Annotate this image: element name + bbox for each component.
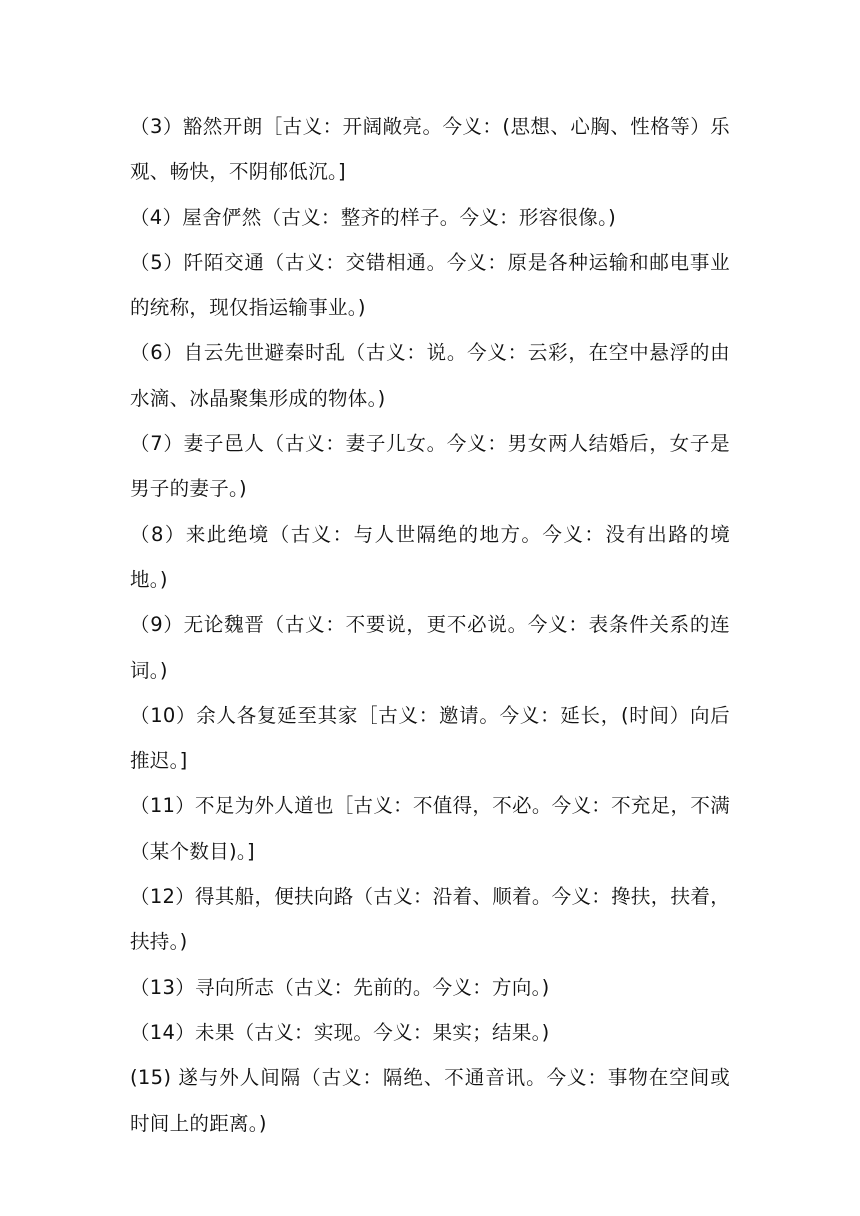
paragraph-13: （13）寻向所志（古义：先前的。今义：方向。) [130,975,550,999]
paragraph-14: （14）未果（古义：实现。今义：果实；结果。) [130,1020,550,1044]
paragraph-15: (15) 遂与外人间隔（古义：隔绝、不通音讯。今义：事物在空间或时间上的距离。) [130,1066,730,1135]
paragraph-4: （4）屋舍俨然（古义：整齐的样子。今义：形容很像。) [130,205,617,229]
paragraph-12: （12）得其船，便扶向路（古义：沿着、顺着。今义：搀扶，扶着，扶持。) [130,885,730,954]
paragraph-8: （8）来此绝境（古义：与人世隔绝的地方。今义：没有出路的境地。) [130,522,730,591]
paragraph-7: （7）妻子邑人（古义：妻子儿女。今义：男女两人结婚后，女子是男子的妻子。) [130,432,730,501]
paragraph-10: （10）余人各复延至其家［古义：邀请。今义：延长，(时间）向后推迟。] [130,703,730,773]
document-body [130,104,730,1146]
paragraph-6: （6）自云先世避秦时乱（古义：说。今义：云彩，在空中悬浮的由水滴、冰晶聚集形成的物体。) [130,341,730,410]
paragraph-11: （11）不足为外人道也［古义：不值得，不必。今义：不充足，不满（某个数目)。] [130,794,730,863]
paragraph-5: （5）阡陌交通（古义：交错相通。今义：原是各种运输和邮电事业的统称，现仅指运输事业。) [130,250,730,320]
paragraph-9: （9）无论魏晋（古义：不要说，更不必说。今义：表条件关系的连词。) [130,613,730,682]
paragraph-3: （3）豁然开朗［古义：开阔敞亮。今义：(思想、心胸、性格等）乐观、畅快，不阴郁低沉。] [130,115,730,184]
